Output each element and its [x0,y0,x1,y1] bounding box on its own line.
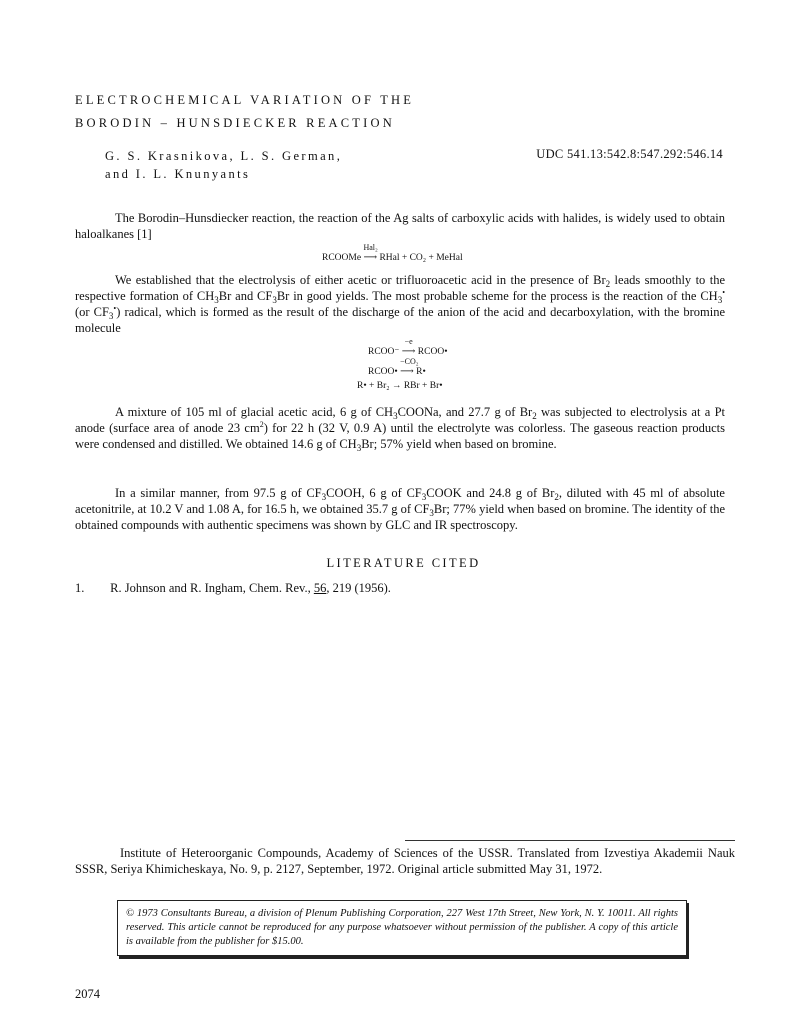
paragraph-trifluoroacetic-experiment [75,485,725,533]
reference-1-text: R. Johnson and R. Ingham, Chem. Rev., [110,581,311,595]
authors-line-2: and I. L. Knunyants [105,167,251,181]
paragraph-intro-text: The Borodin–Hunsdiecker reaction, the reaction of the Ag salts of carboxylic acids with halides, is widely used to obtain haloalkanes [1] [75,211,725,241]
reference-1-number: 1. [75,581,85,595]
equation-1-products: RHal + CO₂ + MeHal [379,253,463,263]
institute-footnote [75,846,735,877]
paragraph-electrolysis-text: We established that the electrolysis of either acetic or trifluoroacetic acid in the presence of $Br_2$ leads smoothly to the respective formation of $CH_3Br$ and $CF_3Br$ in good yields. The most probable scheme for the process is the reaction of the $CH_3^•$ (or $CF_3^•$) radical, which is formed as the result of the discharge of the anion of the acid and decarboxylation, with the bromine molecule [75,273,725,335]
equation-discharge [368,337,448,357]
title-line-2: BORODIN – HUNSDIECKER REACTION [75,116,395,130]
paragraph-electrolysis [75,272,725,336]
paragraph-trifluoroacetic-text: In a similar manner, from 97.5 g of $CF_3COOH$, 6 g of $CF_3COOK$ and 24.8 g of $Br_2$, diluted with 45 ml of absolute acetonitrile, at 10.2 V and 1.08 A, for 16.5 h, we obtained 35.7 g of $CF_3Br$; 77% yield when based on bromine. The identity of the obtained compounds with authentic specimens was shown by GLC and IR spectroscopy. [75,486,725,532]
equation-3-reactant: RCOO• [368,367,398,377]
equation-3-arrow-label: −CO₂ [400,357,419,366]
equation-2-product: RCOO• [417,347,448,357]
copyright-box: © 1973 Consultants Bureau, a division of Plenum Publishing Corporation, 227 West 17th Street, New York, N. Y. 10011. All rights reserved. This article cannot be reproduced for any purpose whatsoever without permission of the publisher. A copy of this article is available from the publisher for $15.00. [117,900,687,956]
equation-hunsdiecker [322,243,463,263]
footnote-rule [405,840,735,841]
equation-1-reactant: RCOOMe [322,253,362,263]
equation-1-arrow: Hal₂ ⟶ [363,243,378,263]
authors [105,147,342,183]
title-line-1: ELECTROCHEMICAL VARIATION OF THE [75,93,415,107]
authors-line-1: G. S. Krasnikova, L. S. German, [105,149,343,163]
equation-3-arrow: −CO₂ ⟶ [400,357,419,377]
paragraph-acetic-text: A mixture of 105 ml of glacial acetic acid, 6 g of $CH_3COONa$, and 27.7 g of $Br_2$ was subjected to electrolysis at a Pt anode (surface area of anode 23 $cm^2$) for 22 h (32 V, 0.9 A) until the electrolyte was colorless. The gaseous reaction products were condensed and distilled. We obtained 14.6 g of $CH_3Br$; 57% yield when based on bromine. [75,405,726,453]
equation-decarboxylation [368,357,426,377]
equation-1-arrow-label: Hal₂ [363,243,378,252]
paragraph-acetic-experiment [75,404,725,452]
reference-1-pages: , 219 (1956). [326,581,391,595]
equation-bromination: R• + Br₂ → RBr + Br• [357,381,443,391]
equation-3-product: R• [416,367,426,377]
paragraph-intro [75,210,725,242]
equation-2-reactant: RCOO⁻ [368,347,400,357]
udc-code: UDC 541.13:542.8:547.292:546.14 [536,147,723,161]
equation-2-arrow-label: −e [404,337,413,346]
literature-heading: LITERATURE CITED [326,556,481,570]
institute-text: Institute of Heteroorganic Compounds, Academy of Sciences of the USSR. Translated from Izvestiya Akademii Nauk SSSR, Seriya Khimicheskaya, No. 9, p. 2127, September, 1972. Original article submitted May 31, 1972. [75,846,735,876]
equation-2-arrow: −e ⟶ [401,337,416,357]
reference-1-volume: 56 [313,581,327,595]
reference-1 [75,581,391,596]
page-number: 2074 [75,987,100,1001]
